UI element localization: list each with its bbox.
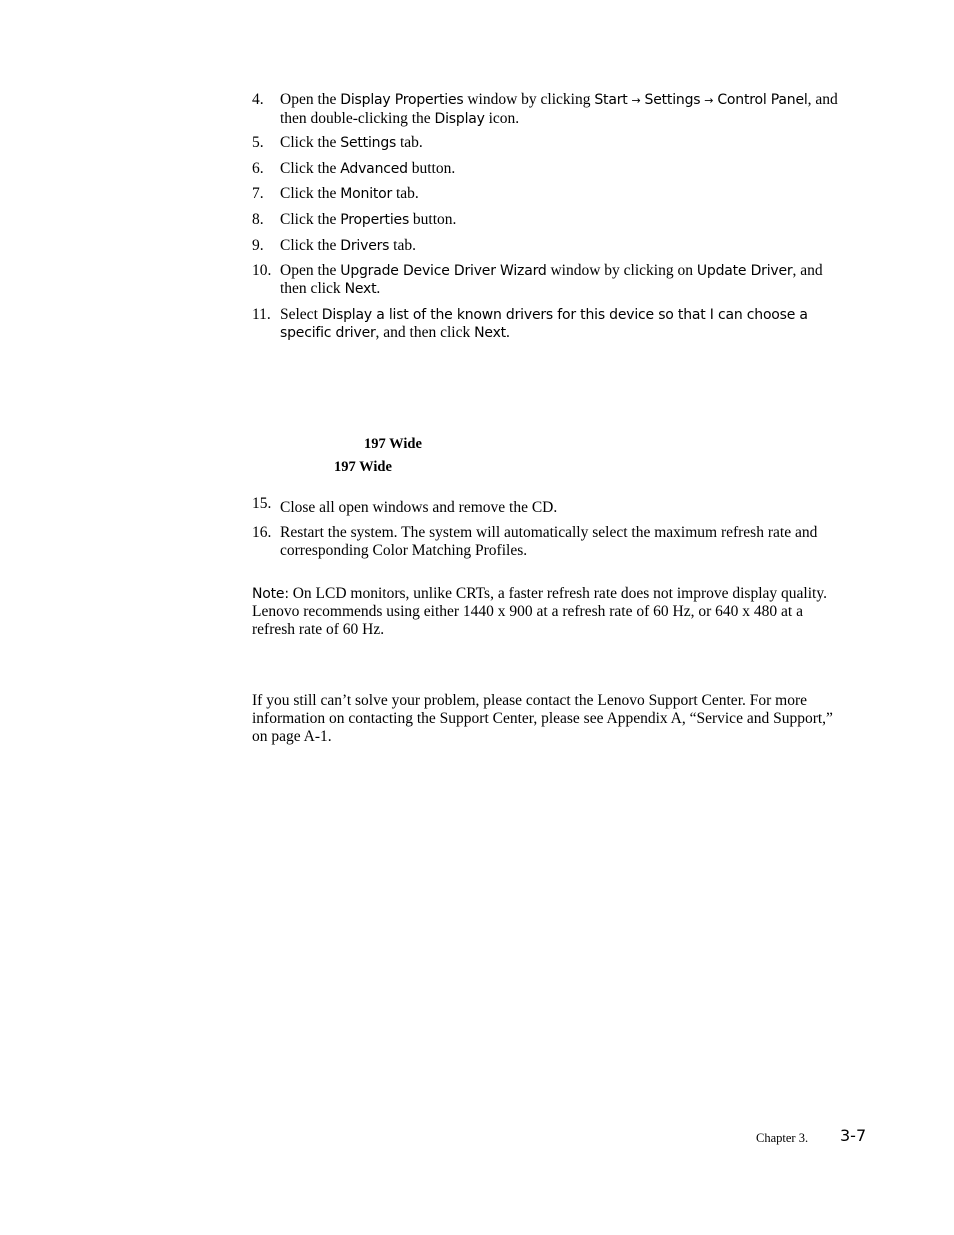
step-text: Click the Drivers tab. [280,237,416,254]
ui-term-settings: Settings [644,92,701,108]
step-text: Click the Advanced button. [280,160,456,177]
step-number: 6. [252,160,264,177]
ui-term-next: Next [344,281,377,297]
step-number: 8. [252,211,264,228]
arrow-right-icon: → [631,94,641,107]
step-number: 16. [252,524,272,541]
step-text: Open the Upgrade Device Driver Wizard window by clicking on Update Driver, and then click Next. [280,262,823,297]
ui-term-control-panel: Control Panel [717,92,808,108]
ui-term-settings: Settings [340,135,397,151]
step-text: Close all open windows and remove the CD. [280,499,558,516]
ui-term-monitor: Monitor [340,186,393,202]
note-text: On LCD monitors, unlike CRTs, a faster refresh rate does not improve display quality. Lenovo recommends using either 1440 x 900 at a refresh rate of 60 Hz, or 640 x 480 at a refresh rate of 60 Hz. [252,585,827,638]
note-label: Note: [252,586,289,602]
step-number: 5. [252,134,264,151]
ui-term-start: Start [594,92,628,108]
footer-chapter: Chapter 3. [756,1131,809,1145]
page-number: 3-7 [840,1126,867,1145]
ui-term-upgrade-wizard: Upgrade Device Driver Wizard [340,263,547,279]
ui-term-display-properties: Display Properties [340,92,464,108]
ui-term-properties: Properties [340,212,410,228]
step-number: 15. [252,495,272,512]
step-text: Open the Display Properties window by clicking Start → Settings → Control Panel, and then double-clicking the Display icon. [280,91,838,127]
step-number: 9. [252,237,264,254]
step-number: 10. [252,262,272,279]
model-label: 197 Wide [334,459,392,475]
model-label: 197 Wide [364,436,422,452]
ui-term-advanced: Advanced [340,161,408,177]
arrow-right-icon: → [704,94,714,107]
ui-term-drivers: Drivers [340,238,390,254]
ui-term-next: Next [474,325,506,341]
step-text: Click the Properties button. [280,211,457,228]
ui-term-display: Display [434,111,485,127]
ui-term-display-list: Display a list of the known drivers for this device so that I can choose a specific driver [280,307,808,341]
step-text: Click the Monitor tab. [280,185,419,202]
support-paragraph: If you still can’t solve your problem, please contact the Lenovo Support Center. For more information on contacting the Support Center, please see Appendix A, “Service and Support,” on page A-1. [252,692,833,745]
step-number: 4. [252,91,264,108]
step-number: 7. [252,185,264,202]
ui-term-update-driver: Update Driver [696,263,793,279]
step-text: Restart the system. The system will automatically select the maximum refresh rate and corresponding Color Matching Profiles. [280,524,818,559]
note-paragraph [252,585,844,639]
step-text: Click the Settings tab. [280,134,423,151]
step-text: Select Display a list of the known drivers for this device so that I can choose a specific driver, and then click Next. [280,306,808,341]
step-number: 11. [252,306,271,323]
